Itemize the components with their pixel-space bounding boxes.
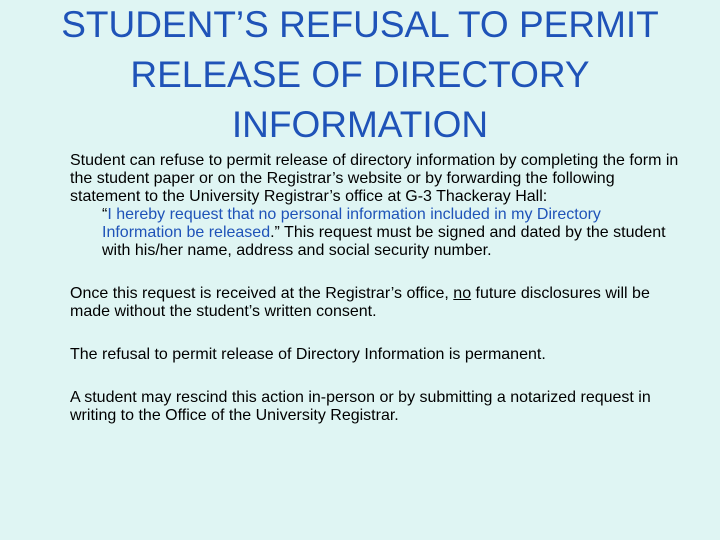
no-emphasis-word: no [453, 285, 472, 302]
consent-paragraph [70, 285, 685, 321]
rescind-paragraph: A student may rescind this action in-person or by submitting a notarized request in writing to the Office of the University Registrar. [70, 389, 651, 424]
signature-requirement-text: This request must be signed and dated by the student with his/her name, address and social security number. [102, 224, 666, 259]
consent-text-after: future disclosures will be made without the student’s written consent. [70, 285, 650, 320]
request-statement-text: I hereby request that no personal information included in my Directory Information be released [102, 206, 601, 241]
refusal-instructions-paragraph: Student can refuse to permit release of directory information by completing the form in the student paper or on the Registrar’s website or by forwarding the following statement to the University Registrar’s office at G-3 Thackeray Hall: [70, 152, 679, 205]
permanence-paragraph: The refusal to permit release of Directory Information is permanent. [70, 346, 546, 363]
request-statement-paragraph [102, 206, 685, 260]
close-quote-mark: .” [270, 224, 280, 241]
slide-title: STUDENT’S REFUSAL TO PERMIT RELEASE OF DIRECTORY INFORMATION [61, 4, 659, 145]
open-quote-mark: “ [102, 206, 108, 223]
consent-text-before: Once this request is received at the Registrar’s office, [70, 285, 454, 302]
slide-body [70, 152, 685, 450]
